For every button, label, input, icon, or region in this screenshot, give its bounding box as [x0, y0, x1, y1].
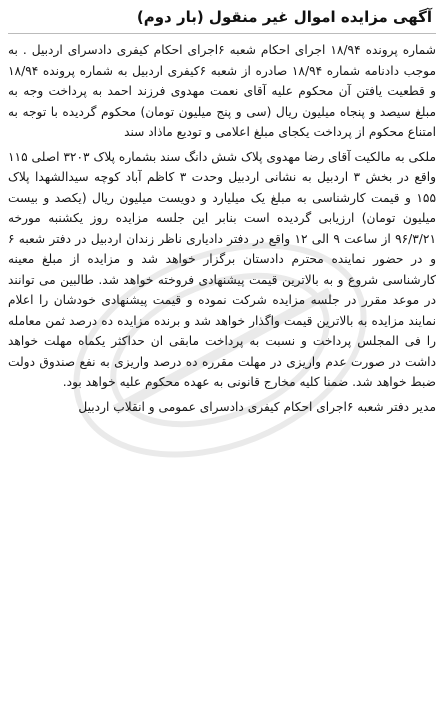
notice-body [8, 40, 436, 417]
notice-paragraph-1: شماره پرونده ۱۸/۹۴ اجرای احکام شعبه ۶اجرای احکام کیفری دادسرای اردبیل . به موجب دادنامه شماره ۱۸/۹۴ صادره از شعبه ۶کیفری اردبیل به شماره پرونده ۱۸/۹۴ و قطعیت یافتن آن محکوم علیه آقای نعمت مهدوی فرزند احمد به پرداخت وجه به مبلغ سیصد و پنجاه میلیون ریال (سی و پنج میلیون تومان) محکوم گردیده با توجه به امتناع محکوم از پرداخت یکجای مبلغ اعلامی و تودیع ماذاد سند [8, 43, 436, 139]
notice-signature: مدیر دفتر شعبه ۶اجرای احکام کیفری دادسرای عمومی و انقلاب اردبیل [78, 399, 436, 414]
title-bar [8, 6, 436, 34]
notice-paragraph-2: ملکی به مالکیت آقای رضا مهدوی پلاک شش دانگ سند بشماره پلاک ۳۲۰۳ اصلی ۱۱۵ واقع در بخش ۳ اردبیل به نشانی اردبیل وحدت ۳ کاظم آباد کوچه سیدالشهدا پلاک ۱۵۵ و قیمت کارشناسی به مبلغ یک میلیارد و دویست میلیون ریال (یکصد و بیست میلیون تومان) ارزیابی گردیده است بنابر این جلسه مزایده روز یکشنبه مورخه ۹۶/۳/۲۱ از ساعت ۹ الی ۱۲ واقع در دفتر دادیاری ناظر زندان اردبیل در دفتر شعبه ۶ و در حضور نماینده محترم دادستان برگزار خواهد شد و مزایده از مبلغ معینه کارشناسی شروع و به بالاترین قیمت پیشنهادی فروخته خواهد شد. طالبین می توانند در موعد مقرر در جلسه مزایده شرکت نموده و قیمت پیشنهادی خودشان را اعلام نمایند مزایده به بالاترین قیمت واگذار خواهد شد و برنده مزایده ده درصد ثمن معامله را فی المجلس پرداخت و نسبت به پرداخت مابقی ان حداکثر یکماه مهلت خواهد داشت در صورت عدم واریزی در مهلت مقرره ده درصد واریزی به نفع صندوق دولت ضبط خواهد شد. ضمنا کلیه مخارج قانونی به عهده محکوم علیه خواهد بود. [8, 149, 437, 389]
notice-title: آگهی مزایده اموال غیر منقول (بار دوم) [136, 8, 432, 26]
